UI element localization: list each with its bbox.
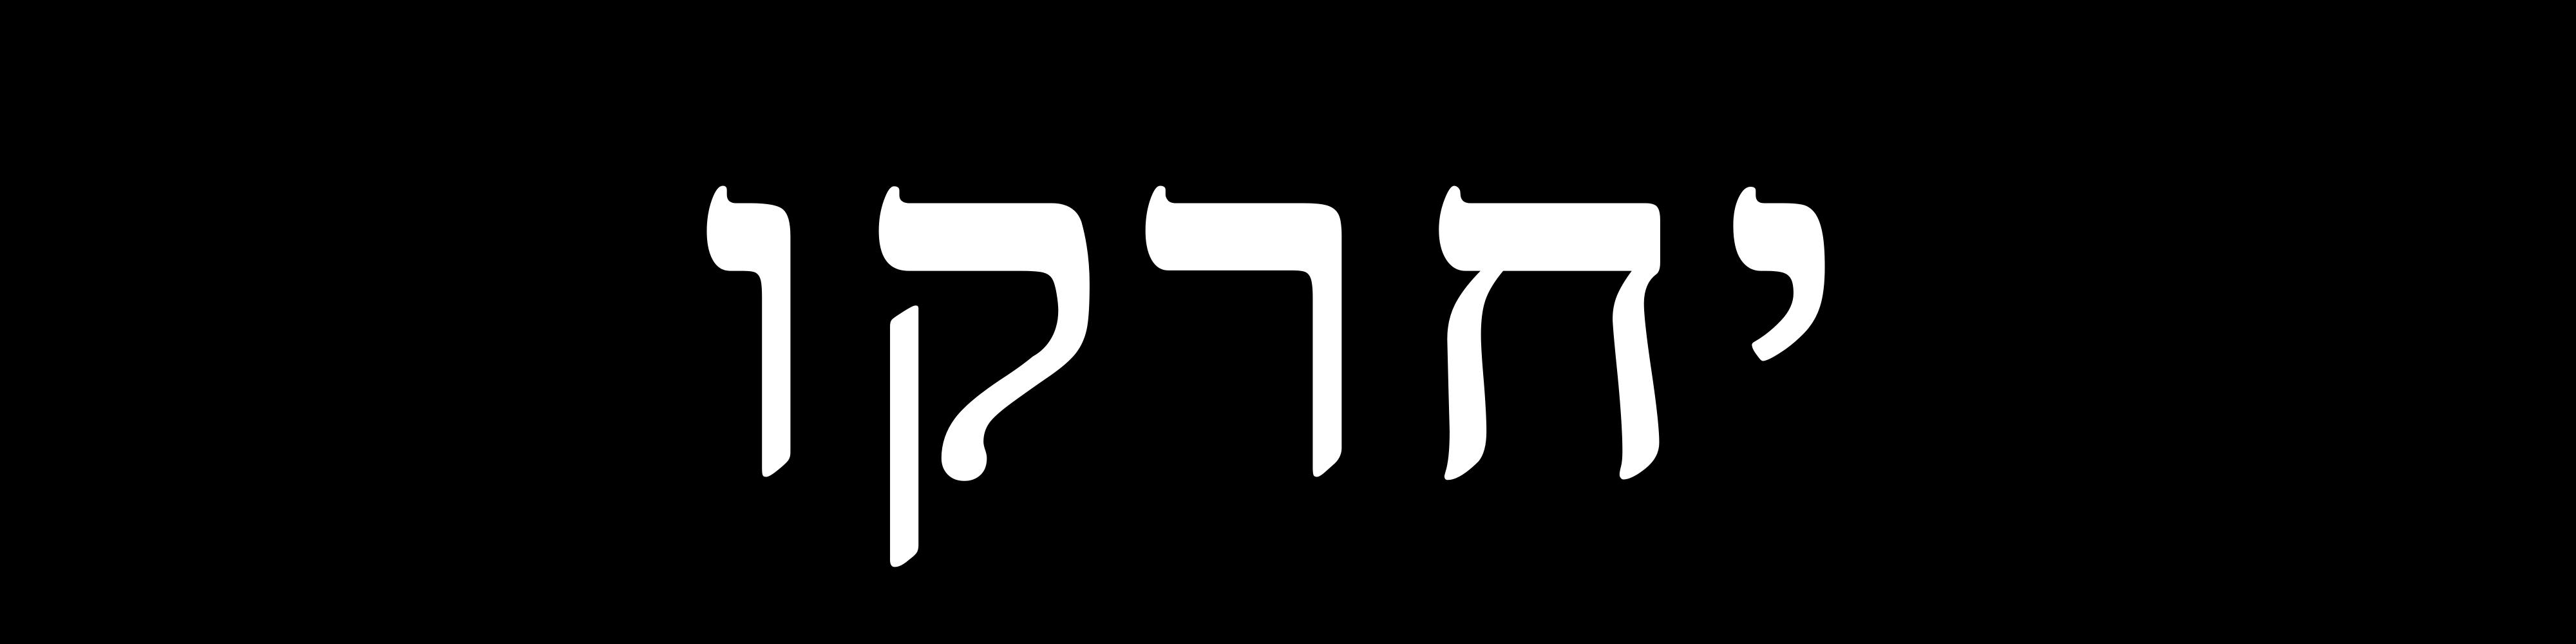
hebrew-word: יחרקו — [701, 15, 1875, 590]
